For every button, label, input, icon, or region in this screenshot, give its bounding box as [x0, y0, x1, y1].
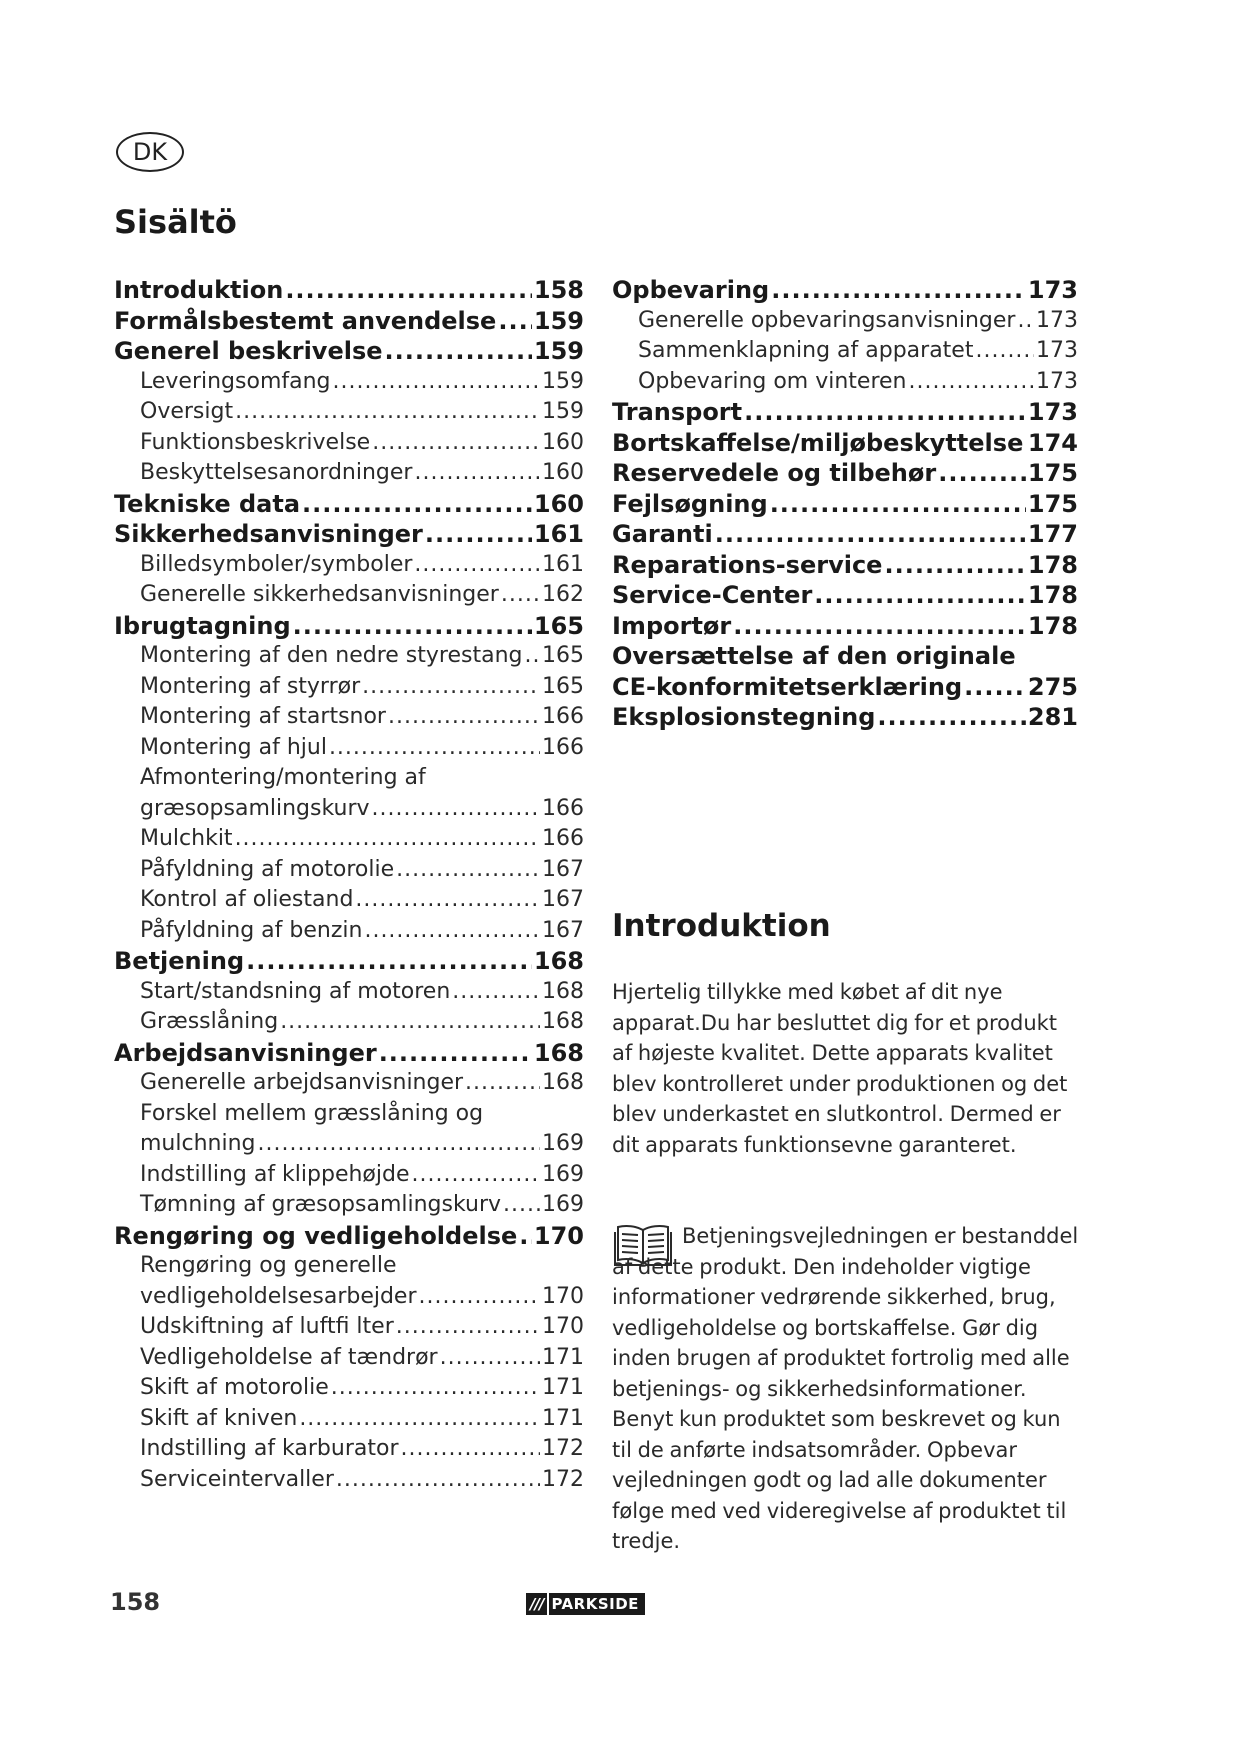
- intro-paragraph-1: Hjertelig tillykke med købet af dit nye apparat.Du har besluttet dig for et produkt af højeste kvalitet. Dette apparats kvalitet blev kontrolleret under produktionen og det blev underkastet en slutkontrol. Dermed er dit apparats funktionsevne garanteret.: [612, 980, 1068, 1157]
- toc-entry-label: Græsslåning: [140, 1009, 279, 1034]
- toc-leader-dots: [372, 428, 540, 459]
- toc-leader-dots: [355, 885, 540, 916]
- toc-entry-label: græsopsamlingskurv: [140, 795, 370, 821]
- toc-leader-dots: [285, 275, 532, 306]
- toc-entry-label: Funktionsbeskrivelse: [140, 429, 371, 455]
- toc-entry-page: 165: [542, 643, 584, 668]
- toc-leader-dots: [396, 1312, 540, 1343]
- toc-entry-label: Formålsbestemt anvendelse: [114, 306, 497, 335]
- toc-entry: [114, 489, 584, 520]
- toc-entry-page: 166: [542, 734, 584, 760]
- toc-leader-dots: [465, 1068, 540, 1099]
- toc-entry-page: 169: [542, 1161, 584, 1187]
- toc-entry-label: Transport: [612, 398, 743, 426]
- toc-entry-page: 168: [542, 1070, 584, 1095]
- toc-entry-page: 171: [542, 1375, 584, 1400]
- toc-leader-dots: [372, 794, 540, 825]
- toc-entry-label: Service-Center: [612, 581, 813, 609]
- toc-entry-page: 167: [542, 856, 584, 882]
- toc-left-column: [114, 275, 584, 1495]
- toc-entry: [114, 336, 584, 367]
- toc-leader-dots: [1017, 306, 1034, 337]
- toc-entry-page: 169: [542, 1192, 584, 1217]
- toc-entry-page: 175: [1027, 459, 1078, 487]
- toc-entry-label: Udskiftning af luftfi lter: [140, 1314, 394, 1339]
- toc-entry-label: Indstilling af karburator: [140, 1436, 399, 1461]
- toc-entry-page: 173: [1027, 398, 1078, 426]
- toc-entry: [612, 306, 1078, 337]
- toc-entry-label: Rengøring og generelle: [140, 1253, 397, 1278]
- toc-entry-page: 172: [542, 1466, 584, 1492]
- toc-entry-page: 173: [1036, 307, 1078, 333]
- toc-entry-label: Kontrol af oliestand: [140, 887, 354, 912]
- toc-entry-label: Opbevaring: [612, 276, 770, 304]
- toc-leader-dots: [964, 672, 1026, 703]
- toc-entry-label: Tømning af græsopsamlingskurv: [140, 1192, 502, 1217]
- toc-entry: [612, 367, 1078, 398]
- toc-entry: [114, 794, 584, 825]
- toc-entry: [114, 824, 584, 855]
- toc-entry: [114, 885, 584, 916]
- toc-leader-dots: [877, 702, 1025, 733]
- toc-leader-dots: [452, 977, 540, 1008]
- toc-entry-label: Montering af hjul: [140, 734, 327, 760]
- toc-leader-dots: [364, 916, 540, 947]
- toc-entry-label: Oversættelse af den originale: [612, 642, 1016, 670]
- toc-entry-page: 166: [542, 826, 584, 851]
- toc-entry-label: Montering af startsnor: [140, 704, 386, 729]
- toc-entry: [114, 916, 584, 947]
- toc-entry-label: Vedligeholdelse af tændrør: [140, 1344, 438, 1370]
- toc-leader-dots: [519, 1221, 532, 1252]
- toc-entry-label: vedligeholdelsesarbejder: [140, 1283, 417, 1309]
- toc-leader-dots: [938, 458, 1026, 489]
- toc-entry: [114, 519, 584, 550]
- toc-entry-page: 168: [542, 1009, 584, 1034]
- brand-slashes: ///: [526, 1593, 547, 1615]
- toc-entry-page: 170: [542, 1314, 584, 1339]
- toc-leader-dots: [440, 1343, 540, 1374]
- toc-entry: [612, 275, 1078, 306]
- toc-entry-label: Start/standsning af motoren: [140, 978, 451, 1004]
- toc-leader-dots: [715, 519, 1026, 550]
- toc-entry: [114, 458, 584, 489]
- toc-entry: [114, 397, 584, 428]
- toc-entry-label: Generelle arbejdsanvisninger: [140, 1070, 464, 1095]
- toc-leader-dots: [235, 824, 540, 855]
- toc-entry: [612, 611, 1078, 642]
- toc-entry-page: 168: [533, 1038, 584, 1067]
- toc-entry: [114, 306, 584, 337]
- toc-entry-label: Påfyldning af benzin: [140, 917, 363, 943]
- country-badge: DK: [116, 132, 184, 172]
- brand-logo: [526, 1593, 663, 1615]
- toc-entry-page: 159: [533, 306, 584, 335]
- toc-leader-dots: [329, 733, 540, 764]
- toc-entry: [114, 1282, 584, 1313]
- toc-entry-label: Garanti: [612, 520, 713, 548]
- toc-entry: [114, 641, 584, 672]
- toc-leader-dots: [744, 397, 1026, 428]
- toc-entry: [612, 336, 1078, 367]
- toc-entry: [114, 550, 584, 581]
- toc-entry-page: 174: [1027, 428, 1078, 457]
- toc-leader-dots: [396, 855, 540, 886]
- toc-leader-dots: [498, 306, 532, 337]
- toc-entry-page: 173: [1036, 338, 1078, 363]
- toc-entry-page: 178: [1027, 611, 1078, 640]
- brand-name: PARKSIDE: [547, 1593, 644, 1615]
- toc-entry: [612, 428, 1078, 459]
- toc-entry-label: Montering af den nedre styrestang: [140, 643, 523, 668]
- toc-leader-dots: [419, 1282, 540, 1313]
- toc-entry: [114, 1373, 584, 1404]
- toc-entry-page: 281: [1027, 703, 1078, 731]
- toc-entry: [114, 1190, 584, 1221]
- toc-entry-label: Eksplosionstegning: [612, 703, 876, 731]
- page-title: Sisältö: [114, 203, 237, 241]
- toc-entry-page: 175: [1027, 489, 1078, 518]
- toc-entry-label: Bortskaffelse/miljøbeskyttelse: [612, 428, 1024, 457]
- toc-entry-page: 158: [533, 276, 584, 304]
- toc-leader-dots: [333, 367, 540, 398]
- toc-entry-page: 160: [542, 460, 584, 485]
- toc-entry-page: 162: [542, 582, 584, 607]
- toc-entry: [612, 550, 1078, 581]
- toc-entry: [612, 458, 1078, 489]
- toc-entry: [612, 580, 1078, 611]
- toc-entry-page: 177: [1027, 520, 1078, 548]
- toc-entry: [114, 1160, 584, 1191]
- toc-leader-dots: [884, 550, 1025, 581]
- toc-entry-page: 161: [542, 551, 584, 577]
- toc-entry: [114, 855, 584, 886]
- toc-entry-label: Mulchkit: [140, 826, 233, 851]
- toc-entry-label: Introduktion: [114, 276, 284, 304]
- toc-entry: [612, 672, 1078, 703]
- section-heading: Introduktion: [612, 908, 831, 944]
- toc-entry-page: 166: [542, 704, 584, 729]
- toc-entry-page: 171: [542, 1344, 584, 1370]
- toc-entry-page: 178: [1027, 550, 1078, 579]
- toc-leader-dots: [771, 275, 1026, 306]
- toc-leader-dots: [524, 641, 540, 672]
- toc-entry: [612, 397, 1078, 428]
- toc-leader-dots: [814, 580, 1026, 611]
- toc-entry: [612, 702, 1078, 733]
- toc-entry: [114, 580, 584, 611]
- toc-entry-page: 167: [542, 887, 584, 912]
- toc-entry-page: 178: [1027, 581, 1078, 609]
- toc-entry-label: Sikkerhedsanvisninger: [114, 520, 423, 548]
- toc-right-column: [612, 275, 1078, 733]
- toc-entry-page: 168: [533, 947, 584, 975]
- toc-entry-page: 169: [542, 1131, 584, 1156]
- toc-entry-page: 160: [542, 429, 584, 455]
- toc-entry: [114, 672, 584, 703]
- toc-entry-label: Generelle sikkerhedsanvisninger: [140, 582, 499, 607]
- toc-entry-page: 160: [533, 489, 584, 518]
- toc-entry-page: 170: [533, 1221, 584, 1250]
- toc-leader-dots: [246, 946, 532, 977]
- toc-entry-label: Ibrugtagning: [114, 611, 291, 640]
- toc-entry-label: mulchning: [140, 1131, 256, 1156]
- toc-entry-page: 161: [533, 520, 584, 548]
- toc-entry-page: 168: [542, 978, 584, 1004]
- toc-leader-dots: [302, 489, 532, 520]
- toc-entry-label: Påfyldning af motorolie: [140, 856, 395, 882]
- toc-entry-label: Serviceintervaller: [140, 1466, 334, 1492]
- toc-entry-label: Afmontering/montering af: [140, 765, 426, 790]
- toc-entry: [114, 946, 584, 977]
- toc-entry-label: Rengøring og vedligeholdelse: [114, 1221, 518, 1250]
- toc-leader-dots: [425, 519, 532, 550]
- toc-leader-dots: [385, 336, 532, 367]
- toc-leader-dots: [909, 367, 1034, 398]
- toc-leader-dots: [414, 550, 540, 581]
- toc-entry-page: 275: [1027, 672, 1078, 701]
- toc-entry-page: 166: [542, 795, 584, 821]
- toc-entry: [114, 1434, 584, 1465]
- toc-entry-label: Opbevaring om vinteren: [638, 368, 907, 394]
- toc-leader-dots: [293, 611, 532, 642]
- toc-leader-dots: [501, 580, 540, 611]
- toc-entry-page: 170: [542, 1283, 584, 1309]
- toc-leader-dots: [412, 1160, 541, 1191]
- toc-leader-dots: [331, 1373, 540, 1404]
- toc-entry: [114, 611, 584, 642]
- toc-entry: [612, 641, 1078, 672]
- toc-entry: [114, 428, 584, 459]
- toc-entry-label: Oversigt: [140, 399, 234, 424]
- toc-entry-label: Generel beskrivelse: [114, 337, 383, 365]
- toc-leader-dots: [733, 611, 1026, 642]
- toc-entry: [114, 1465, 584, 1496]
- toc-entry-label: Beskyttelsesanordninger: [140, 460, 413, 485]
- toc-leader-dots: [379, 1038, 532, 1069]
- toc-entry: [114, 1221, 584, 1252]
- toc-leader-dots: [299, 1404, 540, 1435]
- toc-entry: [114, 1129, 584, 1160]
- toc-entry-page: 173: [1027, 276, 1078, 304]
- toc-entry: [114, 367, 584, 398]
- toc-entry-page: 172: [542, 1436, 584, 1461]
- toc-leader-dots: [362, 672, 540, 703]
- toc-entry-page: 159: [533, 337, 584, 365]
- toc-entry: [114, 1007, 584, 1038]
- toc-leader-dots: [336, 1465, 540, 1496]
- toc-entry: [114, 702, 584, 733]
- toc-leader-dots: [401, 1434, 541, 1465]
- toc-entry: [612, 489, 1078, 520]
- toc-entry: [114, 1251, 584, 1282]
- toc-entry-label: Arbejdsanvisninger: [114, 1038, 377, 1067]
- toc-leader-dots: [975, 336, 1034, 367]
- toc-entry: [114, 733, 584, 764]
- toc-entry: [114, 1038, 584, 1069]
- toc-entry-page: 173: [1036, 368, 1078, 394]
- toc-leader-dots: [503, 1190, 540, 1221]
- toc-entry: [114, 1343, 584, 1374]
- toc-entry-label: Indstilling af klippehøjde: [140, 1161, 410, 1187]
- toc-entry: [114, 275, 584, 306]
- toc-entry-label: Billedsymboler/symboler: [140, 551, 413, 577]
- toc-entry: [114, 1099, 584, 1130]
- toc-leader-dots: [235, 397, 540, 428]
- toc-entry: [114, 1404, 584, 1435]
- toc-entry-label: Importør: [612, 611, 732, 640]
- toc-entry-label: CE-konformitetserklæring: [612, 672, 963, 701]
- toc-leader-dots: [280, 1007, 540, 1038]
- toc-entry-label: Reparations-service: [612, 550, 883, 579]
- toc-entry: [114, 763, 584, 794]
- toc-entry: [114, 1068, 584, 1099]
- toc-entry-label: Betjening: [114, 947, 245, 975]
- toc-entry: [114, 1312, 584, 1343]
- toc-leader-dots: [388, 702, 540, 733]
- toc-entry-page: 171: [542, 1405, 584, 1431]
- toc-leader-dots: [1025, 428, 1026, 459]
- toc-entry-label: Sammenklapning af apparatet: [638, 338, 974, 363]
- toc-entry-label: Reservedele og tilbehør: [612, 459, 937, 487]
- toc-entry-page: 167: [542, 917, 584, 943]
- toc-entry-label: Montering af styrrør: [140, 673, 361, 699]
- toc-entry: [114, 977, 584, 1008]
- toc-entry-label: Fejlsøgning: [612, 489, 768, 518]
- toc-entry-label: Skift af motorolie: [140, 1375, 329, 1400]
- toc-leader-dots: [414, 458, 540, 489]
- toc-entry-label: Skift af kniven: [140, 1405, 298, 1431]
- toc-leader-dots: [770, 489, 1026, 520]
- toc-entry-page: 159: [542, 399, 584, 424]
- toc-entry-page: 165: [542, 673, 584, 699]
- intro-paragraph-2: Betjeningsvejledningen er bestanddel af dette produkt. Den indeholder vigtige informationer vedrørende sikkerhed, brug, vedligeholdelse og bortskaffelse. Gør dig inden brugen af produktet fortrolig med alle betjenings- og sikkerhedsinformationer. Benyt kun produktet som beskrevet og kun til de anførte indsatsområder. Opbevar vejledningen godt og lad alle dokumenter følge med ved videregivelse af produktet til tredje.: [612, 1224, 1079, 1553]
- toc-entry-label: Tekniske data: [114, 489, 301, 518]
- toc-leader-dots: [258, 1129, 541, 1160]
- toc-entry-label: Generelle opbevaringsanvisninger: [638, 307, 1016, 333]
- toc-entry: [612, 519, 1078, 550]
- page-number: 158: [110, 1588, 161, 1616]
- toc-entry-page: 165: [533, 611, 584, 640]
- toc-entry-label: Leveringsomfang: [140, 368, 331, 394]
- toc-entry-page: 159: [542, 368, 584, 394]
- toc-entry-label: Forskel mellem græsslåning og: [140, 1100, 484, 1126]
